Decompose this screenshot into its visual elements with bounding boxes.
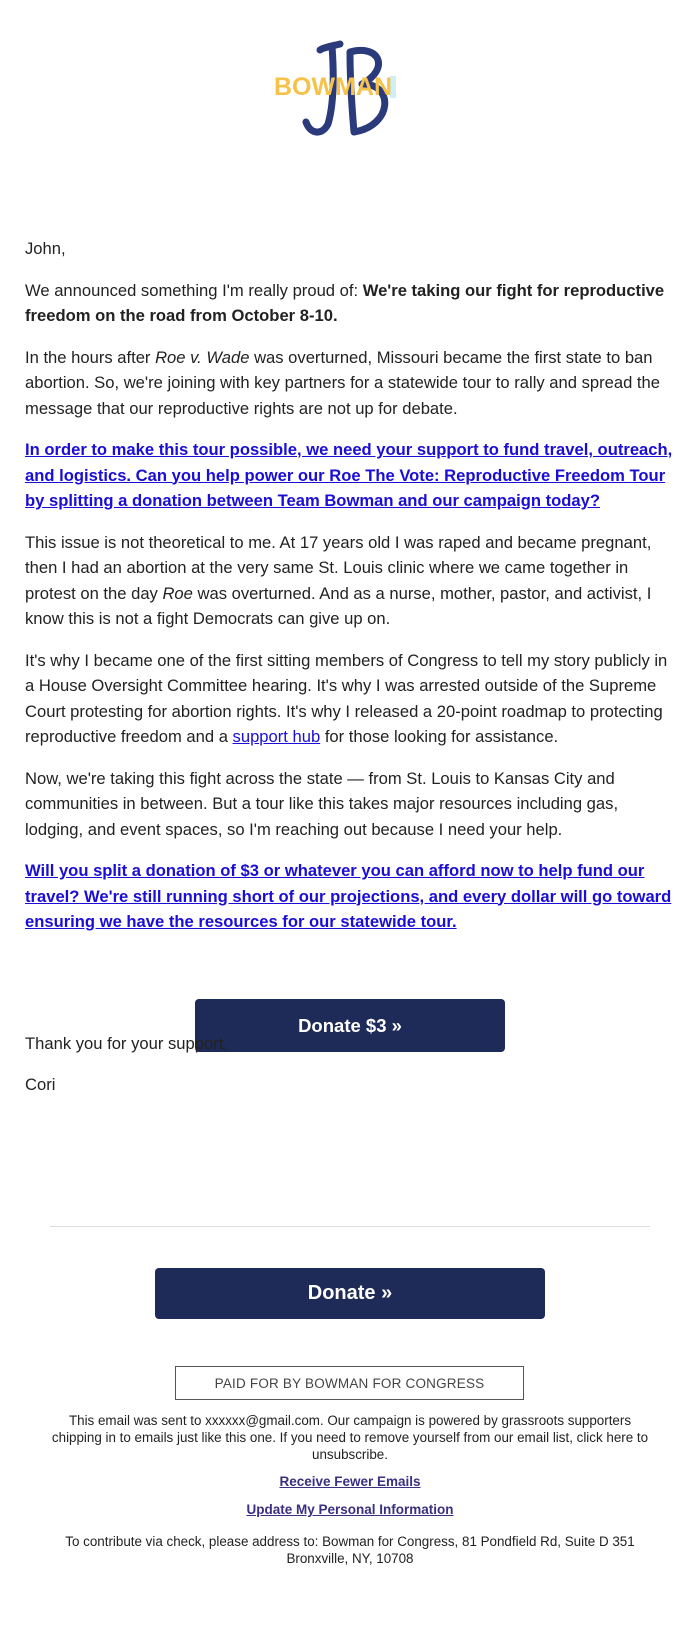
cta-paragraph-1 [25, 437, 675, 514]
logo-wordmark: BOWMAN [274, 73, 393, 101]
signature: Cori [25, 1075, 56, 1094]
paragraph-announcement: We announced something I'm really proud of: We're taking our fight for reproductive freedom on the road from October 8-10. [25, 280, 665, 325]
signoff: Thank you for your support, [25, 1034, 228, 1053]
divider [50, 1226, 650, 1227]
paragraph-tour-resources: Now, we're taking this fight across the state — from St. Louis to Kansas City and communities in between. But a tour like this takes major resources including gas, lodging, and event spaces, so I'm reaching out because I need your help. [25, 768, 619, 839]
donate-link-travel[interactable]: Will you split a donation of $3 or whatever you can afford now to help fund our travel? We're still running short of our projections, and every dollar will go toward ensuring we have the resources for our statewide tour. [25, 861, 672, 931]
fewer-emails-item [0, 1474, 700, 1489]
update-info-item [0, 1502, 700, 1517]
paid-for-disclaimer: PAID FOR BY BOWMAN FOR CONGRESS [175, 1366, 524, 1400]
cta-paragraph-2 [25, 858, 675, 935]
paragraph-roe: In the hours after Roe v. Wade was overturned, Missouri became the first state to ban abortion. So, we're joining with key partners for a statewide tour to rally and spread the message that our reproductive rights are not up for debate. [25, 347, 660, 418]
update-personal-info-link[interactable]: Update My Personal Information [246, 1502, 454, 1517]
paragraph-personal-story: This issue is not theoretical to me. At 17 years old I was raped and became pregnant, then I had an abortion at the very same St. Louis clinic where we came together in protest on the day Roe was overturned. And as a nurse, mother, pastor, and activist, I know this is not a fight Democrats can give up on. [25, 532, 652, 628]
receive-fewer-emails-link[interactable]: Receive Fewer Emails [279, 1474, 421, 1489]
jb-monogram-icon [270, 34, 430, 144]
support-hub-link[interactable]: support hub [232, 727, 321, 746]
paragraph-congress: It's why I became one of the first sitting members of Congress to tell my story publicly in a House Oversight Committee hearing. It's why I was arrested outside of the Supreme Court protesting for abortion rights. It's why I released a 20-point roadmap to protecting reproductive freedom and a support hub for those looking for assistance. [25, 650, 668, 746]
donate-link-tour[interactable]: In order to make this tour possible, we need your support to fund travel, outreach, and logistics. Can you help power our Roe The Vote: Reproductive Freedom Tour by splitting a donation between Team Bowman and our campaign today? [25, 440, 673, 510]
email-disclaimer: This email was sent to xxxxxx@gmail.com. Our campaign is powered by grassroots supporters chipping in to emails just like this one. If you need to remove yourself from our email list, click here to unsubscribe. [51, 1413, 649, 1462]
mailing-address: To contribute via check, please address to: Bowman for Congress, 81 Pondfield Rd, Suite D 351 Bronxville, NY, 10708 [65, 1534, 635, 1566]
bowman-logo [270, 34, 430, 144]
donate-3-button[interactable]: Donate $3 » [195, 999, 505, 1052]
donate-button[interactable]: Donate » [155, 1268, 545, 1319]
greeting: John, [25, 239, 66, 258]
email-body [25, 236, 675, 951]
